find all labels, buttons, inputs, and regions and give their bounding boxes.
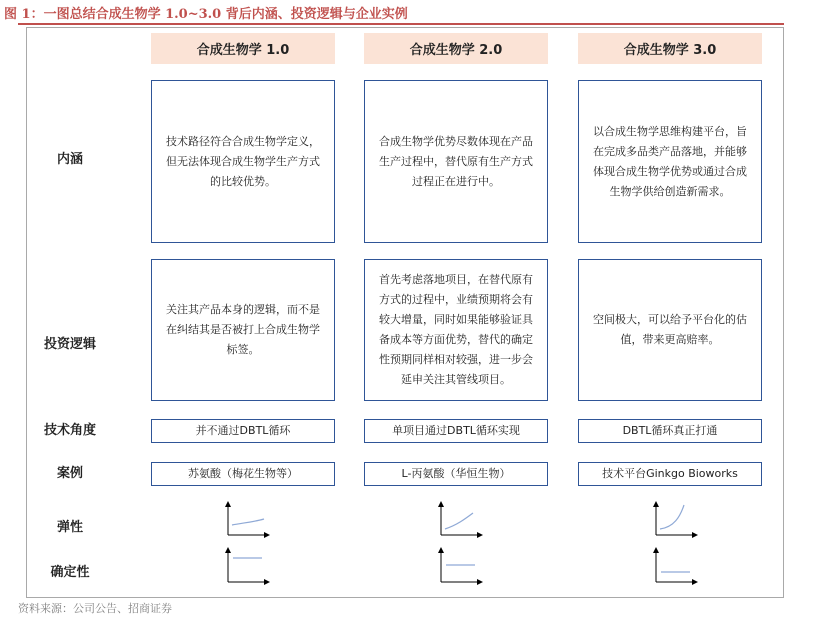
certainty-chart-1 (222, 545, 272, 587)
row-label-tech-angle: 技术角度 (43, 423, 96, 438)
case-box-1: 苏氨酸（梅花生物等） (151, 462, 335, 486)
row-label-certainty: 确定性 (50, 565, 90, 580)
investment-logic-box-3: 空间极大，可以给予平台化的估值，带来更高赔率。 (578, 259, 762, 401)
source-note: 资料来源：公司公告、招商证券 (18, 602, 172, 615)
elasticity-curve (232, 519, 264, 525)
connotation-box-3: 以合成生物学思维构建平台，旨在完成多品类产品落地，并能够体现合成生物学优势或通过合成生物学供给创造新需求。 (578, 80, 762, 243)
elasticity-chart-2 (435, 499, 485, 539)
elasticity-curve (445, 513, 473, 529)
elasticity-chart-3 (650, 499, 700, 539)
connotation-box-1: 技术路径符合合成生物学定义，但无法体现合成生物学生产方式的比较优势。 (151, 80, 335, 243)
title-underline (18, 23, 784, 25)
certainty-chart-3 (650, 545, 700, 587)
investment-logic-box-2: 首先考虑落地项目，在替代原有方式的过程中，业绩预期将会有较大增量，同时如果能够验证具备成本等方面优势，替代的确定性预期同样相对较强，进一步会延申关注其管线项目。 (364, 259, 548, 401)
certainty-chart-2 (435, 545, 485, 587)
case-box-3: 技术平台Ginkgo Bioworks (578, 462, 762, 486)
case-box-2: L-丙氨酸（华恒生物） (364, 462, 548, 486)
tech-angle-box-3: DBTL循环真正打通 (578, 419, 762, 443)
column-header-1: 合成生物学 1.0 (151, 33, 335, 64)
elasticity-curve (660, 505, 684, 529)
column-header-3: 合成生物学 3.0 (578, 33, 762, 64)
elasticity-chart-1 (222, 499, 272, 539)
column-header-2: 合成生物学 2.0 (364, 33, 548, 64)
figure-title: 图 1：一图总结合成生物学 1.0~3.0 背后内涵、投资逻辑与企业实例 (4, 7, 408, 22)
row-label-elasticity: 弹性 (56, 520, 83, 535)
tech-angle-box-1: 并不通过DBTL循环 (151, 419, 335, 443)
row-label-investment-logic: 投资逻辑 (43, 337, 96, 352)
row-label-connotation: 内涵 (56, 152, 83, 167)
tech-angle-box-2: 单项目通过DBTL循环实现 (364, 419, 548, 443)
investment-logic-box-1: 关注其产品本身的逻辑，而不是在纠结其是否被打上合成生物学标签。 (151, 259, 335, 401)
row-label-case: 案例 (56, 466, 83, 481)
connotation-box-2: 合成生物学优势尽数体现在产品生产过程中，替代原有生产方式过程正在进行中。 (364, 80, 548, 243)
